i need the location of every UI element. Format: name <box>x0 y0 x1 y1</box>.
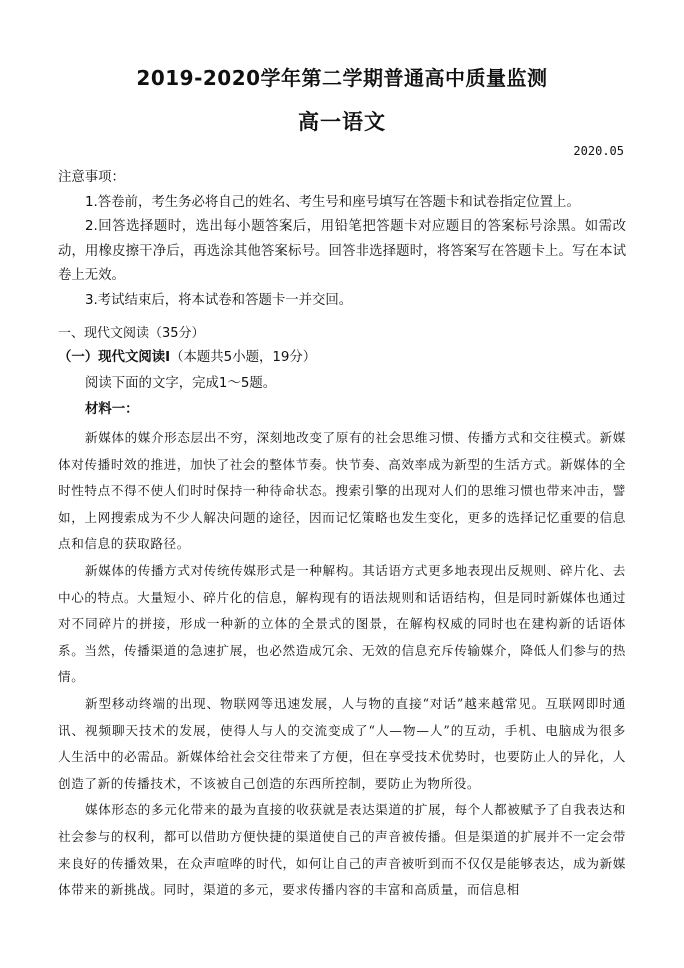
reading-passage <box>58 425 626 904</box>
section-title: 一、现代文阅读（35分） <box>58 326 205 341</box>
notes-item-3: 3.考试结束后，将本试卷和答题卡一并交回。 <box>85 292 353 308</box>
reading-instruction: 阅读下面的文字，完成1～5题。 <box>85 376 277 391</box>
subsection-heading <box>58 346 316 365</box>
subsection-detail: （本题共5小题，19分） <box>170 350 317 365</box>
notes-item-2: 2.回答选择题时，选出每小题答案后，用铅笔把答题卡对应题目的答案标号涂黑。如需改动，用橡皮擦干净后，再选涂其他答案标号。回答非选择题时，将答案写在答题卡上。写在本试卷上无效。 <box>58 219 626 283</box>
notes-item-1: 1.答卷前，考生务必将自己的姓名、考生号和座号填写在答题卡和试卷指定位置上。 <box>85 194 580 210</box>
passage-paragraph-1: 新媒体的媒介形态层出不穷，深刻地改变了原有的社会思维习惯、传播方式和交往模式。新媒体对传播时效的推进，加快了社会的整体节奏。快节奏、高效率成为新型的生活方式。新媒体的全时性特点不得不使人们时时保持一种待命状态。搜索引擎的出现对人们的思维习惯也带来冲击，譬如，上网搜索成为不少人解决问题的途径，因而记忆策略也发生变化，更多的选择记忆重要的信息点和信息的获取路径。 <box>58 430 626 552</box>
passage-paragraph-2: 新媒体的传播方式对传统传媒形式是一种解构。其话语方式更多地表现出反规则、碎片化、去中心的特点。大量短小、碎片化的信息，解构现有的语法规则和话语结构，但是同时新媒体也通过对不同碎片的拼接，形成一种新的立体的全景式的图景，在解构权威的同时也在建构新的话语体系。当然，传播渠道的急速扩展，也必然造成冗余、无效的信息充斥传输媒介，降低人们参与的热情。 <box>58 562 626 685</box>
subsection-title: （一）现代文阅读Ⅰ <box>58 350 171 365</box>
exam-subject: 高一语文 <box>298 110 386 134</box>
passage-paragraph-3: 新型移动终端的出现、物联网等迅速发展，人与物的直接“对话”越来越常见。互联网即时通讯、视频聊天技术的发展，使得人与人的交流变成了“人—物—人”的互动，手机、电脑成为很多人生活中的必需品。新媒体给社会交往带来了方便，但在享受技术优势时，也要防止人的异化，人创造了新的传播技术，不该被自己创造的东西所控制，要防止为物所役。 <box>58 695 626 791</box>
passage-paragraph-4: 媒体形态的多元化带来的最为直接的收获就是表达渠道的扩展，每个人都被赋予了自我表达和社会参与的权利，都可以借助方便快捷的渠道使自己的声音被传播。但是渠道的扩展并不一定会带来良好的传播效果，在众声喧哗的时代，如何让自己的声音被听到而不仅仅是能够表达，成为新媒体带来的新挑战。同时，渠道的多元，要求传播内容的丰富和高质量，而信息相 <box>58 802 626 898</box>
exam-title: 2019-2020学年第二学期普通高中质量监测 <box>136 66 548 90</box>
notes-heading: 注意事项： <box>58 170 125 185</box>
exam-date: 2020.05 <box>573 144 624 158</box>
material-label: 材料一： <box>85 402 139 417</box>
notes-block <box>58 166 626 313</box>
